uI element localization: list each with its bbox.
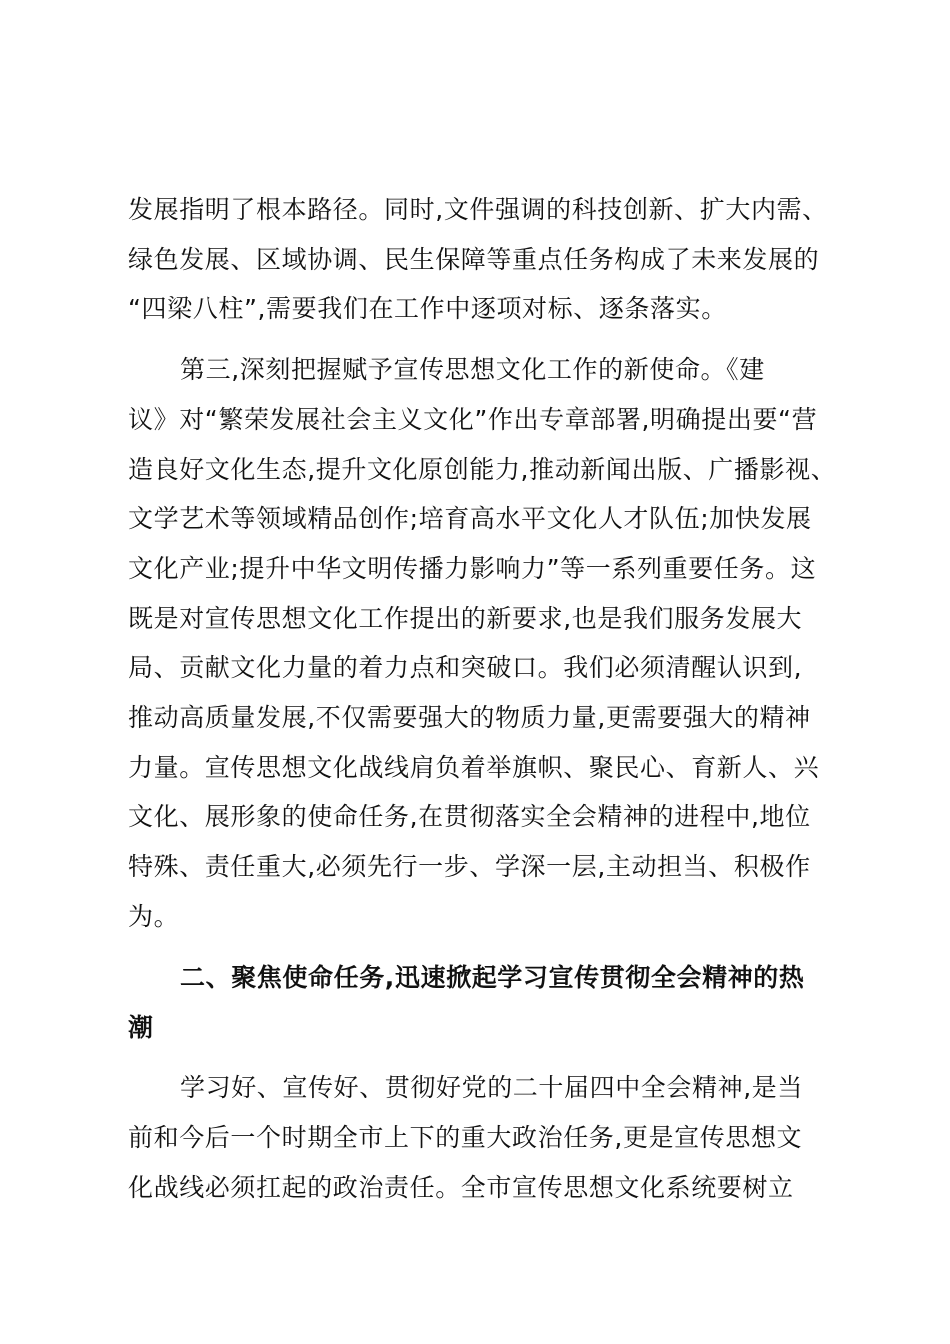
section-heading: 潮 bbox=[128, 1013, 154, 1042]
text-line: 为。 bbox=[128, 902, 180, 931]
text-line: 学习好、宣传好、贯彻好党的二十届四中全会精神,是当 bbox=[180, 1073, 803, 1102]
text-line: 化战线必须扛起的政治责任。全市宣传思想文化系统要树立 bbox=[128, 1173, 794, 1202]
text-line: 局、贡献文化力量的着力点和突破口。我们必须清醒认识到, bbox=[128, 653, 803, 682]
text-line: 力量。宣传思想文化战线肩负着举旗帜、聚民心、育新人、兴 bbox=[128, 753, 820, 782]
text-line: 前和今后一个时期全市上下的重大政治任务,更是宣传思想文 bbox=[128, 1123, 803, 1152]
text-line: 文化、展形象的使命任务,在贯彻落实全会精神的进程中,地位 bbox=[128, 802, 811, 831]
text-line: 绿色发展、区域协调、民生保障等重点任务构成了未来发展的 bbox=[128, 245, 820, 274]
text-line: 议》对“繁荣发展社会主义文化”作出专章部署,明确提出要“营 bbox=[128, 405, 818, 434]
text-line: 造良好文化生态,提升文化原创能力,推动新闻出版、广播影视、 bbox=[128, 455, 837, 484]
text-line: 推动高质量发展,不仅需要强大的物质力量,更需要强大的精神 bbox=[128, 703, 811, 732]
text-line: 发展指明了根本路径。同时,文件强调的科技创新、扩大内需、 bbox=[128, 195, 828, 224]
text-line: “四梁八柱”,需要我们在工作中逐项对标、逐条落实。 bbox=[128, 294, 727, 323]
text-line: 第三,深刻把握赋予宣传思想文化工作的新使命。《建 bbox=[180, 355, 765, 384]
section-heading: 二、聚焦使命任务,迅速掀起学习宣传贯彻全会精神的热 bbox=[180, 963, 805, 992]
text-line: 特殊、责任重大,必须先行一步、学深一层,主动担当、积极作 bbox=[128, 852, 811, 881]
text-line: 既是对宣传思想文化工作提出的新要求,也是我们服务发展大 bbox=[128, 604, 803, 633]
text-line: 文学艺术等领域精品创作;培育高水平文化人才队伍;加快发展 bbox=[128, 504, 812, 533]
text-line: 文化产业;提升中华文明传播力影响力”等一系列重要任务。这 bbox=[128, 554, 817, 583]
